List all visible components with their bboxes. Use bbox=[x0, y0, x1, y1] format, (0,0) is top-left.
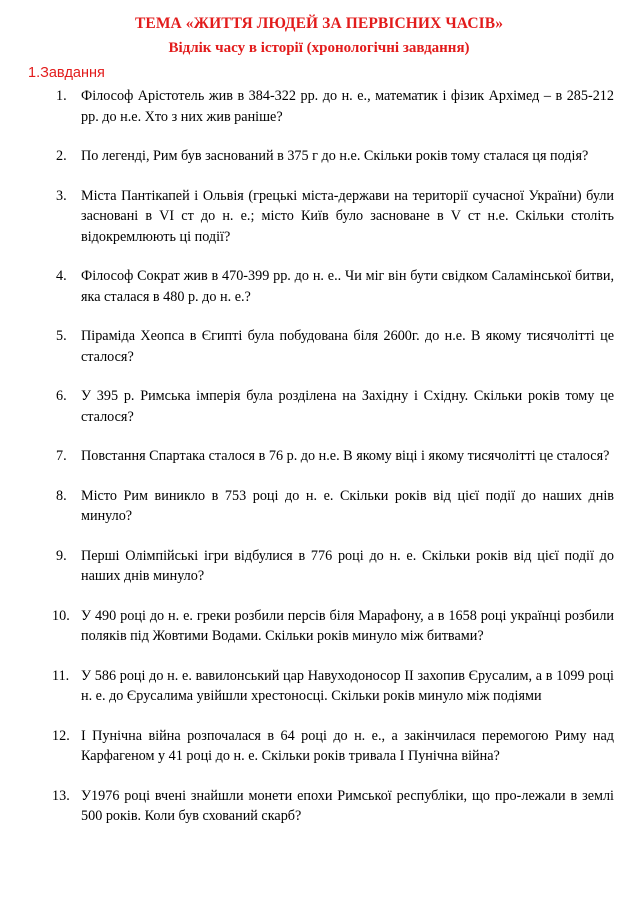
task-number: 10. bbox=[52, 607, 70, 624]
task-text: Філософ Арістотель жив в 384-322 рр. до н. е., математик і фізик Архімед – в 285-212 рр. до н.е. Хто з них жив раніше? bbox=[81, 88, 614, 125]
task-number: 6. bbox=[56, 388, 67, 404]
task-text: І Пунічна війна розпочалася в 64 році до н. е., а закінчилася перемогою Риму над Карфагеном у 41 році до н. е. Скільки років тривала І Пунічна війна? bbox=[81, 727, 614, 764]
task-text: У 586 році до н. е. вавилонський цар Навуходоносор II захопив Єрусалим, а в 1099 році н. е. до Єрусалима увійшли хрестоносці. Скільки років минуло між подіями bbox=[81, 667, 614, 704]
task-number: 8. bbox=[56, 487, 67, 504]
task-number: 3. bbox=[56, 187, 67, 204]
task-text: Філософ Сократ жив в 470-399 рр. до н. е.. Чи міг він бути свідком Саламінської битви, яка сталася в 480 р. до н. е.? bbox=[81, 268, 614, 305]
task-item-3 bbox=[56, 186, 614, 248]
task-item-12 bbox=[52, 726, 614, 767]
task-item-8 bbox=[56, 486, 614, 527]
task-item-7 bbox=[56, 446, 614, 467]
task-text: По легенді, Рим був заснований в 375 г до н.е. Скільки років тому сталася ця подія? bbox=[81, 148, 589, 164]
task-text: Місто Рим виникло в 753 році до н. е. Скільки років від цієї події до наших днів минуло? bbox=[81, 487, 614, 524]
task-item-6 bbox=[56, 386, 614, 427]
task-number: 1. bbox=[56, 88, 67, 104]
task-item-1 bbox=[56, 86, 614, 127]
task-text: Повстання Спартака сталося в 76 р. до н.е. В якому віці і якому тисячолітті це сталося? bbox=[81, 448, 610, 464]
task-item-11 bbox=[52, 666, 614, 707]
task-number: 13. bbox=[52, 787, 70, 804]
page-subtitle: Відлік часу в історії (хронологічні завдання) bbox=[168, 40, 470, 56]
task-text: Піраміда Хеопса в Єгипті була побудована біля 2600г. до н.е. В якому тисячолітті це сталося? bbox=[81, 328, 614, 365]
task-number: 4. bbox=[56, 268, 67, 284]
task-item-13 bbox=[52, 786, 614, 827]
task-text: Міста Пантікапей і Ольвія (грецькі міста-держави на території сучасної України) були засновані в VI ст до н. е.; місто Київ було засноване в V ст н.е. Скільки століть відокремлюють ці події? bbox=[81, 187, 614, 245]
task-text: У 490 році до н. е. греки розбили персів біля Марафону, а в 1658 році українці розбили поляків під Жовтими Водами. Скільки років минуло між битвами? bbox=[81, 607, 614, 644]
task-item-9 bbox=[56, 546, 614, 587]
page-title: ТЕМА «ЖИТТЯ ЛЮДЕЙ ЗА ПЕРВІСНИХ ЧАСІВ» bbox=[134, 15, 504, 32]
task-item-10 bbox=[52, 606, 614, 647]
task-list bbox=[52, 86, 614, 846]
task-number: 2. bbox=[56, 148, 67, 164]
task-text: У 395 р. Римська імперія була розділена на Західну і Східну. Скільки років тому це сталося? bbox=[81, 388, 614, 425]
task-text: У1976 році вчені знайшли монети епохи Римської республіки, що про-лежали в землі 500 років. Коли був схований скарб? bbox=[81, 787, 614, 824]
task-number: 7. bbox=[56, 448, 67, 464]
task-number: 11. bbox=[52, 667, 70, 684]
task-text: Перші Олімпійські ігри відбулися в 776 році до н. е. Скільки років від цієї події до наших днів минуло? bbox=[81, 547, 614, 584]
task-number: 9. bbox=[56, 547, 67, 564]
task-number: 5. bbox=[56, 328, 67, 344]
section-label: 1.Завдання bbox=[28, 65, 105, 81]
task-number: 12. bbox=[52, 727, 70, 744]
task-item-2 bbox=[56, 146, 614, 167]
task-item-5 bbox=[56, 326, 614, 367]
task-item-4 bbox=[56, 266, 614, 307]
